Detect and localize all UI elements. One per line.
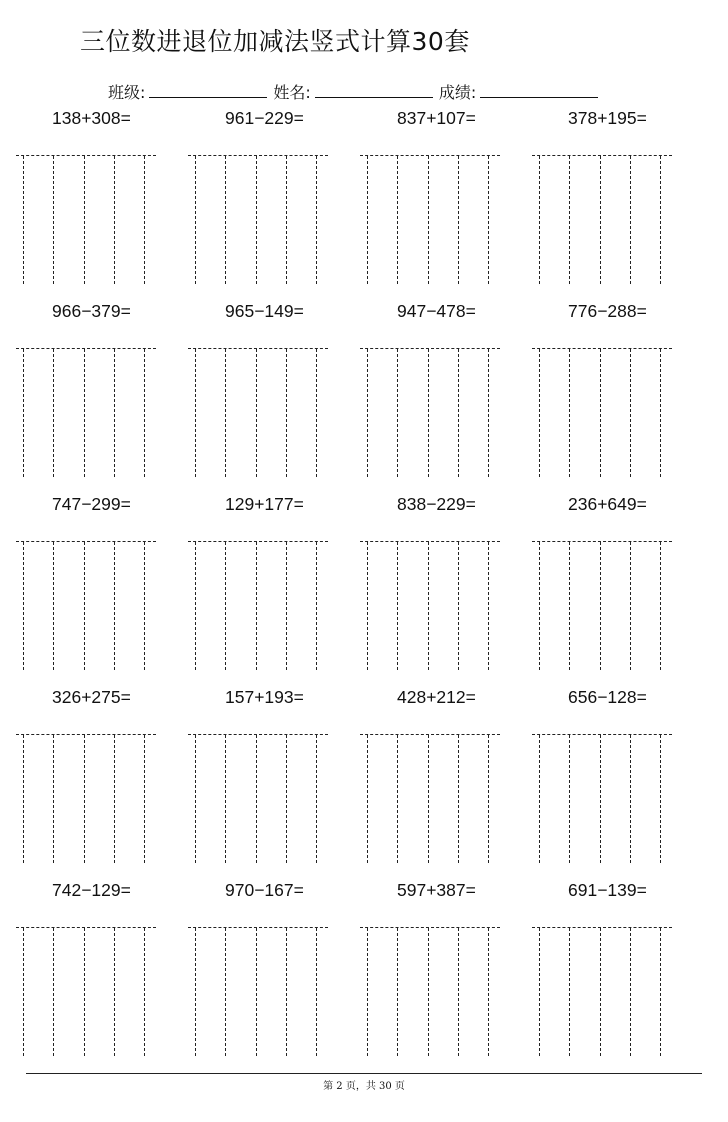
dashed-guide-line <box>195 735 196 863</box>
dashed-guide-line <box>458 156 459 284</box>
dashed-guide-line <box>195 542 196 670</box>
answer-work-area[interactable] <box>16 927 156 1056</box>
dashed-guide-line <box>397 735 398 863</box>
dashed-guide-line <box>256 735 257 863</box>
answer-work-area[interactable] <box>188 734 328 863</box>
dashed-guide-line <box>286 156 287 284</box>
dashed-guide-line <box>458 349 459 477</box>
answer-work-area[interactable] <box>532 348 672 477</box>
dashed-guide-line <box>53 349 54 477</box>
dashed-guide-line <box>53 735 54 863</box>
page-title: 三位数进退位加减法竖式计算30套 <box>80 27 470 56</box>
dashed-guide-line <box>428 735 429 863</box>
problem-expression: 597+387= <box>397 880 476 900</box>
dashed-guide-line <box>84 156 85 284</box>
answer-work-area[interactable] <box>532 927 672 1056</box>
answer-work-area[interactable] <box>16 734 156 863</box>
dashed-guide-line <box>316 349 317 477</box>
problem-expression: 961−229= <box>225 108 304 128</box>
dashed-guide-line <box>53 928 54 1056</box>
dashed-guide-line <box>539 156 540 284</box>
dashed-guide-line <box>458 928 459 1056</box>
answer-work-area[interactable] <box>360 541 500 670</box>
dashed-guide-line <box>84 349 85 477</box>
dashed-guide-line <box>600 156 601 284</box>
dashed-guide-line <box>488 542 489 670</box>
dashed-guide-line <box>600 542 601 670</box>
dashed-guide-line <box>144 156 145 284</box>
name-label: 姓名: <box>273 83 311 102</box>
dashed-guide-line <box>660 735 661 863</box>
dashed-guide-line <box>316 542 317 670</box>
dashed-guide-line <box>539 928 540 1056</box>
dashed-guide-line <box>286 735 287 863</box>
dashed-guide-line <box>316 156 317 284</box>
dashed-guide-line <box>195 349 196 477</box>
dashed-guide-line <box>600 349 601 477</box>
dashed-guide-line <box>458 735 459 863</box>
dashed-guide-line <box>600 928 601 1056</box>
dashed-guide-line <box>144 349 145 477</box>
problem-expression: 776−288= <box>568 301 647 321</box>
dashed-guide-line <box>256 928 257 1056</box>
dashed-guide-line <box>428 156 429 284</box>
dashed-guide-line <box>397 349 398 477</box>
dashed-guide-line <box>225 542 226 670</box>
answer-work-area[interactable] <box>360 927 500 1056</box>
answer-work-area[interactable] <box>360 734 500 863</box>
problem-expression: 691−139= <box>568 880 647 900</box>
problem-expression: 965−149= <box>225 301 304 321</box>
problem-expression: 970−167= <box>225 880 304 900</box>
dashed-guide-line <box>23 349 24 477</box>
dashed-guide-line <box>488 349 489 477</box>
dashed-guide-line <box>256 349 257 477</box>
dashed-guide-line <box>630 156 631 284</box>
dashed-guide-line <box>367 735 368 863</box>
dashed-guide-line <box>367 928 368 1056</box>
dashed-guide-line <box>488 156 489 284</box>
answer-work-area[interactable] <box>532 541 672 670</box>
problem-expression: 326+275= <box>52 687 131 707</box>
problem-expression: 747−299= <box>52 494 131 514</box>
footer-rule <box>26 1073 702 1074</box>
dashed-guide-line <box>144 735 145 863</box>
class-label: 班级: <box>108 83 146 102</box>
dashed-guide-line <box>367 349 368 477</box>
answer-work-area[interactable] <box>532 734 672 863</box>
dashed-guide-line <box>569 928 570 1056</box>
dashed-guide-line <box>367 156 368 284</box>
dashed-guide-line <box>660 928 661 1056</box>
answer-work-area[interactable] <box>16 348 156 477</box>
problem-expression: 966−379= <box>52 301 131 321</box>
dashed-guide-line <box>458 542 459 670</box>
problem-expression: 742−129= <box>52 880 131 900</box>
answer-work-area[interactable] <box>532 155 672 284</box>
dashed-guide-line <box>630 735 631 863</box>
dashed-guide-line <box>84 735 85 863</box>
answer-work-area[interactable] <box>16 541 156 670</box>
dashed-guide-line <box>428 349 429 477</box>
dashed-guide-line <box>630 542 631 670</box>
dashed-guide-line <box>195 928 196 1056</box>
dashed-guide-line <box>114 349 115 477</box>
problem-expression: 378+195= <box>568 108 647 128</box>
dashed-guide-line <box>225 156 226 284</box>
dashed-guide-line <box>256 542 257 670</box>
dashed-guide-line <box>144 928 145 1056</box>
dashed-guide-line <box>397 542 398 670</box>
dashed-guide-line <box>114 928 115 1056</box>
dashed-guide-line <box>539 349 540 477</box>
dashed-guide-line <box>630 349 631 477</box>
dashed-guide-line <box>23 156 24 284</box>
dashed-guide-line <box>23 928 24 1056</box>
problem-expression: 428+212= <box>397 687 476 707</box>
dashed-guide-line <box>114 735 115 863</box>
dashed-guide-line <box>286 542 287 670</box>
answer-work-area[interactable] <box>188 155 328 284</box>
problem-expression: 129+177= <box>225 494 304 514</box>
dashed-guide-line <box>23 542 24 670</box>
answer-work-area[interactable] <box>188 541 328 670</box>
dashed-guide-line <box>488 928 489 1056</box>
dashed-guide-line <box>53 156 54 284</box>
dashed-guide-line <box>316 928 317 1056</box>
answer-work-area[interactable] <box>188 927 328 1056</box>
dashed-guide-line <box>660 156 661 284</box>
dashed-guide-line <box>256 156 257 284</box>
dashed-guide-line <box>569 349 570 477</box>
page-footer: 第 2 页，共 30 页 <box>323 1081 405 1092</box>
problem-expression: 656−128= <box>568 687 647 707</box>
score-label: 成绩: <box>438 83 477 102</box>
dashed-guide-line <box>397 928 398 1056</box>
problem-expression: 236+649= <box>568 494 647 514</box>
dashed-guide-line <box>660 542 661 670</box>
dashed-guide-line <box>286 928 287 1056</box>
problem-expression: 837+107= <box>397 108 476 128</box>
dashed-guide-line <box>397 156 398 284</box>
problem-expression: 838−229= <box>397 494 476 514</box>
answer-work-area[interactable] <box>360 155 500 284</box>
dashed-guide-line <box>114 156 115 284</box>
dashed-guide-line <box>144 542 145 670</box>
dashed-guide-line <box>539 735 540 863</box>
dashed-guide-line <box>316 735 317 863</box>
problem-expression: 947−478= <box>397 301 476 321</box>
dashed-guide-line <box>195 156 196 284</box>
dashed-guide-line <box>428 542 429 670</box>
dashed-guide-line <box>84 542 85 670</box>
dashed-guide-line <box>488 735 489 863</box>
dashed-guide-line <box>569 542 570 670</box>
problem-expression: 138+308= <box>52 108 131 128</box>
dashed-guide-line <box>114 542 115 670</box>
dashed-guide-line <box>225 928 226 1056</box>
dashed-guide-line <box>660 349 661 477</box>
dashed-guide-line <box>569 156 570 284</box>
dashed-guide-line <box>539 542 540 670</box>
dashed-guide-line <box>53 542 54 670</box>
dashed-guide-line <box>286 349 287 477</box>
problem-expression: 157+193= <box>225 687 304 707</box>
answer-work-area[interactable] <box>188 348 328 477</box>
dashed-guide-line <box>630 928 631 1056</box>
dashed-guide-line <box>600 735 601 863</box>
dashed-guide-line <box>569 735 570 863</box>
dashed-guide-line <box>225 735 226 863</box>
answer-work-area[interactable] <box>16 155 156 284</box>
dashed-guide-line <box>428 928 429 1056</box>
dashed-guide-line <box>367 542 368 670</box>
answer-work-area[interactable] <box>360 348 500 477</box>
dashed-guide-line <box>23 735 24 863</box>
dashed-guide-line <box>225 349 226 477</box>
dashed-guide-line <box>84 928 85 1056</box>
